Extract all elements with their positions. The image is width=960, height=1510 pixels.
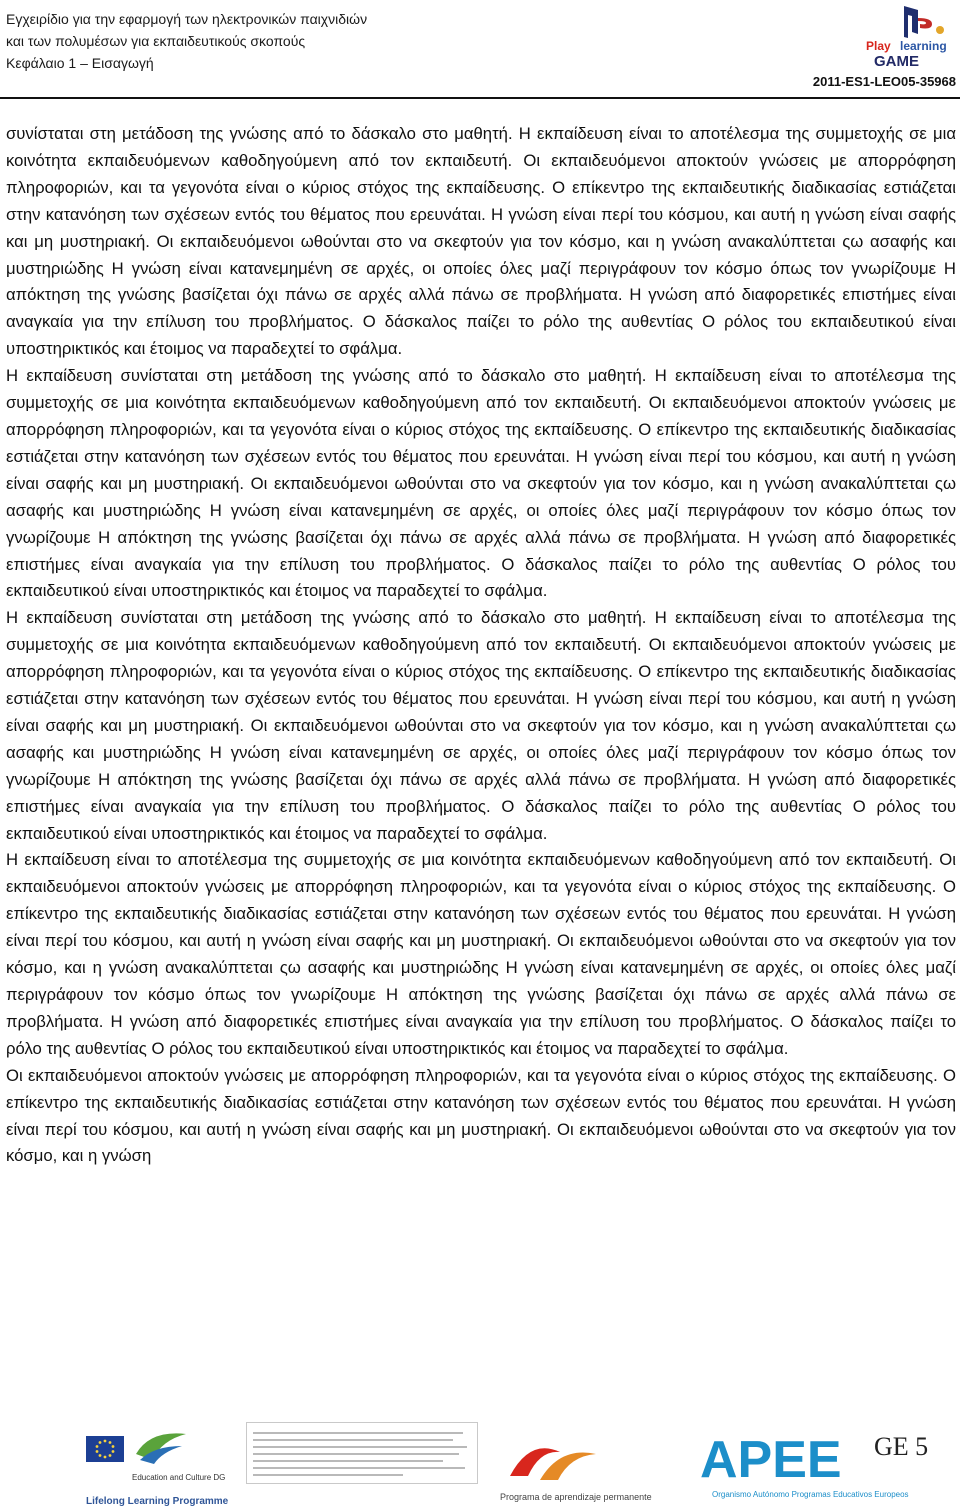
paragraph-5: Οι εκπαιδευόμενοι αποκτούν γνώσεις με απορρόφηση πληροφοριών, και τα γεγονότα είναι ο κύριος στόχος της εκπαίδευσης. Ο επίκεντρο της εκπαιδευτικής διαδικασίας εστιάζεται στην κατανόηση των σχέσεων εντός του θέματος που ερευνάται. Η γνώση είναι περί του κόσμου, και αυτή η γνώση είναι σαφής και μη μυστηριακή. Οι εκπαιδευόμενοι ωθούνται στο να σκεφτούν για τον κόσμο, και η γνώση: [6, 1065, 956, 1166]
apee-subtitle: Organismo Autónomo Programas Educativos Europeos: [712, 1490, 909, 1499]
education-culture-icon: [132, 1424, 190, 1468]
page-number: GE 5: [874, 1432, 929, 1461]
programa-caption: Programa de aprendizaje permanente: [500, 1492, 652, 1502]
logo-word-game: GAME: [874, 53, 919, 70]
logo-word-learning: learning: [900, 39, 947, 53]
logo-word-play: Play: [866, 39, 891, 53]
header-title-block: [6, 8, 367, 74]
paragraph-2: Η εκπαίδευση συνίσταται στη μετάδοση της γνώσης από το δάσκαλο στο μαθητή. Η εκπαίδευση είναι το αποτέλεσμα της συμμετοχής σε μια κοινότητα εκπαιδευόμενων καθοδηγούμενη από τον εκπαιδευτή. Οι εκπαιδευόμενοι αποκτούν γνώσεις με απορρόφηση πληροφοριών, και τα γεγονότα είναι ο κύριος στόχος της εκπαίδευσης. Ο επίκεντρο της εκπαιδευτικής διαδικασίας εστιάζεται στην κατανόηση των σχέσεων εντός του θέματος που ερευνάται. Η γνώση είναι περί του κόσμου, και αυτή η γνώση είναι σαφής και μη μυστηριακή. Οι εκπαιδευόμενοι ωθούνται στο να σκεφτούν για τον κόσμο, και η γνώση ανακαλύπτεται ςω ασαφής και μυστηριώδης Η γνώση είναι κατανεμημένη σε αρχές, οι οποίες όλες μαζί περιγράφουν τον κόσμο όπως τον γνωρίζουμε Η απόκτηση της γνώσης βασίζεται όχι πάνω σε αρχές αλλά πάνω σε προβλήματα. Η γνώση από διαφορετικές επιστήμες είναι αναγκαία για την επίλυση του προβλήματος. Ο δάσκαλος παίζει το ρόλο της αυθεντίας Ο ρόλος του εκπαιδευτικού είναι υποστηρικτικός και έτοιμος να παραδεχτεί το σφάλμα.: [6, 366, 956, 601]
header-title-line-1: Εγχειρίδιο για την εφαρμογή των ηλεκτρονικών παιχνιδιών: [6, 11, 368, 27]
apee-logo: APEE: [700, 1431, 842, 1489]
eu-flag-icon: [86, 1436, 124, 1462]
header-title-line-2: και των πολυμέσων για εκπαιδευτικούς σκοπούς: [6, 33, 306, 49]
play-learning-game-logo: [860, 4, 960, 74]
page-footer: [0, 1410, 960, 1510]
paragraph-1: συνίσταται στη μετάδοση της γνώσης από το δάσκαλο στο μαθητή. Η εκπαίδευση είναι το αποτέλεσμα της συμμετοχής σε μια κοινότητα εκπαιδευόμενων καθοδηγούμενη από τον εκπαιδευτή. Οι εκπαιδευόμενοι αποκτούν γνώσεις με απορρόφηση πληροφοριών, και τα γεγονότα είναι ο κύριος στόχος της εκπαίδευσης. Ο επίκεντρο της εκπαιδευτικής διαδικασίας εστιάζεται στην κατανόηση των σχέσεων εντός του θέματος που ερευνάται. Η γνώση είναι περί του κόσμου, και αυτή η γνώση είναι σαφής και μη μυστηριακή. Οι εκπαιδευόμενοι ωθούνται στο να σκεφτούν για τον κόσμο, και η γνώση ανακαλύπτεται ςω ασαφής και μυστηριώδης Η γνώση είναι κατανεμημένη σε αρχές, οι οποίες όλες μαζί περιγράφουν τον κόσμο όπως τον γνωρίζουμε Η απόκτηση της γνώσης βασίζεται όχι πάνω σε αρχές αλλά πάνω σε προβλήματα. Η γνώση από διαφορετικές επιστήμες είναι αναγκαία για την επίλυση του προβλήματος. Ο δάσκαλος παίζει το ρόλο της αυθεντίας Ο ρόλος του εκπαιδευτικού είναι υποστηρικτικός και έτοιμος να παραδεχτεί το σφάλμα.: [6, 124, 956, 359]
header-chapter: Κεφάλαιο 1 – Εισαγωγή: [6, 55, 154, 71]
eu-disclaimer-box: [246, 1422, 478, 1484]
education-culture-caption: Education and Culture DG: [132, 1473, 226, 1482]
paragraph-4: Η εκπαίδευση είναι το αποτέλεσμα της συμμετοχής σε μια κοινότητα εκπαιδευόμενων καθοδηγούμενη από τον εκπαιδευτή. Οι εκπαιδευόμενοι αποκτούν γνώσεις με απορρόφηση πληροφοριών, και τα γεγονότα είναι ο κύριος στόχος της εκπαίδευσης. Ο επίκεντρο της εκπαιδευτικής διαδικασίας εστιάζεται στην κατανόηση των σχέσεων εντός του θέματος που ερευνάται. Η γνώση είναι περί του κόσμου, και αυτή η γνώση είναι σαφής και μη μυστηριακή. Οι εκπαιδευόμενοι ωθούνται στο να σκεφτούν για τον κόσμο, και η γνώση ανακαλύπτεται ςω ασαφής και μυστηριώδης Η γνώση είναι κατανεμημένη σε αρχές, οι οποίες όλες μαζί περιγράφουν τον κόσμο όπως τον γνωρίζουμε Η απόκτηση της γνώσης βασίζεται όχι πάνω σε αρχές αλλά πάνω σε προβλήματα. Η γνώση από διαφορετικές επιστήμες είναι αναγκαία για την επίλυση του προβλήματος. Ο δάσκαλος παίζει το ρόλο της αυθεντίας Ο ρόλος του εκπαιδευτικού είναι υποστηρικτικός και έτοιμος να παραδεχτεί το σφάλμα.: [6, 850, 956, 1058]
header-divider: [0, 97, 960, 99]
lifelong-learning-label: Lifelong Learning Programme: [86, 1496, 229, 1507]
programa-logo-icon: [500, 1432, 610, 1488]
paragraph-3: Η εκπαίδευση συνίσταται στη μετάδοση της γνώσης από το δάσκαλο στο μαθητή. Η εκπαίδευση είναι το αποτέλεσμα της συμμετοχής σε μια κοινότητα εκπαιδευόμενων καθοδηγούμενη από τον εκπαιδευτή. Οι εκπαιδευόμενοι αποκτούν γνώσεις με απορρόφηση πληροφοριών, και τα γεγονότα είναι ο κύριος στόχος της εκπαίδευσης. Ο επίκεντρο της εκπαιδευτικής διαδικασίας εστιάζεται στην κατανόηση των σχέσεων εντός του θέματος που ερευνάται. Η γνώση είναι περί του κόσμου, και αυτή η γνώση είναι σαφής και μη μυστηριακή. Οι εκπαιδευόμενοι ωθούνται στο να σκεφτούν για τον κόσμο, και η γνώση ανακαλύπτεται ςω ασαφής και μυστηριώδης Η γνώση είναι κατανεμημένη σε αρχές, οι οποίες όλες μαζί περιγράφουν τον κόσμο όπως τον γνωρίζουμε Η απόκτηση της γνώσης βασίζεται όχι πάνω σε αρχές αλλά πάνω σε προβλήματα. Η γνώση από διαφορετικές επιστήμες είναι αναγκαία για την επίλυση του προβλήματος. Ο δάσκαλος παίζει το ρόλο της αυθεντίας Ο ρόλος του εκπαιδευτικού είναι υποστηρικτικός και έτοιμος να παραδεχτεί το σφάλμα.: [6, 608, 956, 843]
project-code: 2011-ES1-LEO05-35968: [812, 74, 956, 89]
ps-logo-icon: [860, 4, 960, 40]
page-header: [0, 0, 960, 100]
chapter-body: [6, 121, 956, 1170]
